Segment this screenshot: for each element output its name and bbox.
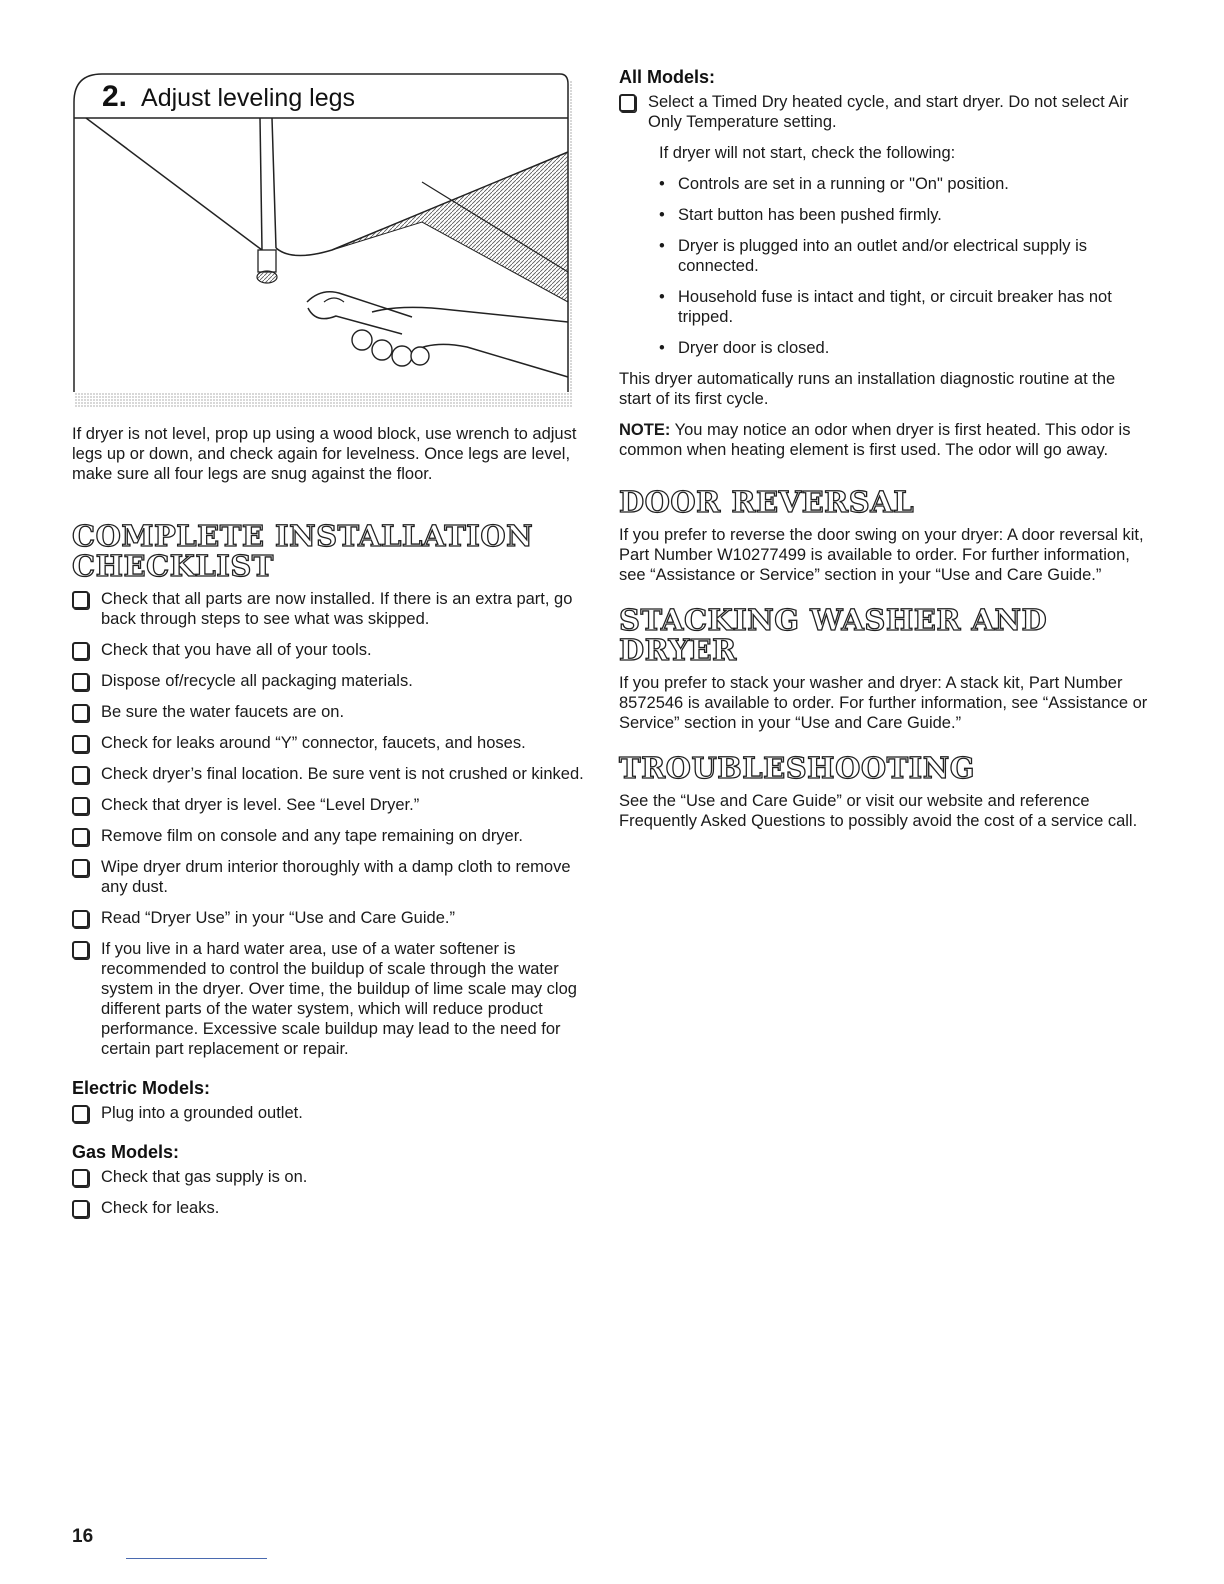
door-reversal-heading: DOOR REVERSAL: [619, 485, 915, 519]
checkbox-icon[interactable]: [72, 910, 89, 928]
checkbox-icon[interactable]: [72, 735, 89, 753]
checkbox-icon[interactable]: [72, 642, 89, 660]
checklist-item[interactable]: Be sure the water faucets are on.: [72, 702, 592, 722]
checklist-heading-line2: CHECKLIST: [72, 549, 274, 583]
checklist-item[interactable]: If you live in a hard water area, use of a water softener is recommended to control the buildup of scale through the water system in the dryer. Over time, the buildup of lime scale may clog different parts of the water system, which will reduce product performance. Excessive scale buildup may lead to the need for certain part replacement or repair.: [72, 939, 592, 1059]
checklist-item[interactable]: Check that gas supply is on.: [72, 1167, 592, 1187]
checklist-item[interactable]: Dispose of/recycle all packaging materials.: [72, 671, 592, 691]
bullet-icon: •: [659, 237, 665, 255]
list-item: • Dryer is plugged into an outlet and/or electrical supply is connected.: [659, 237, 1088, 275]
checkbox-icon[interactable]: [72, 797, 89, 815]
list-item: • Controls are set in a running or "On" position.: [659, 175, 1009, 193]
checkbox-icon[interactable]: [72, 704, 89, 722]
right-column: [619, 66, 1149, 842]
list-item: • Dryer door is closed.: [659, 339, 830, 357]
checklist-item[interactable]: Check that all parts are now installed. If there is an extra part, go back through steps to see what was skipped.: [72, 589, 592, 629]
gas-models-heading: Gas Models:: [72, 1142, 180, 1162]
left-column: [72, 72, 592, 1229]
dryer-leveling-drawing: [72, 72, 572, 414]
checklist-heading-line1: COMPLETE INSTALLATION: [72, 519, 534, 553]
checkbox-icon[interactable]: [72, 1200, 89, 1218]
leveling-legs-illustration: [72, 72, 572, 414]
note-paragraph: [619, 420, 1149, 460]
stacking-text: If you prefer to stack your washer and dryer: A stack kit, Part Number 8572546 is available to order. For further information, see “Assistance or Service” section in your “Use and Care Guide.”: [619, 674, 1148, 732]
troubleshooting-text: See the “Use and Care Guide” or visit our website and reference Frequently Asked Questions to possibly avoid the cost of a service call.: [619, 792, 1138, 830]
footer-divider: [126, 1558, 267, 1559]
troubleshooting-section: [619, 753, 1149, 831]
bullet-icon: •: [659, 288, 665, 306]
bullet-icon: •: [659, 206, 665, 224]
electric-models-heading: Electric Models:: [72, 1078, 211, 1098]
checklist-item[interactable]: Check that you have all of your tools.: [72, 640, 592, 660]
door-reversal-section: [619, 487, 1149, 585]
checkbox-icon[interactable]: [72, 1169, 89, 1187]
bullet-icon: •: [659, 339, 665, 357]
step-number: 2.: [102, 80, 128, 113]
bullet-icon: •: [659, 175, 665, 193]
note-label: NOTE:: [619, 421, 671, 439]
checklist-heading: [72, 521, 592, 581]
step-title: Adjust leveling legs: [141, 84, 356, 112]
checklist-item[interactable]: Check that dryer is level. See “Level Dryer.”: [72, 795, 592, 815]
stacking-section: [619, 605, 1149, 733]
all-models-heading: All Models:: [619, 67, 716, 87]
checkbox-icon[interactable]: [72, 941, 89, 959]
door-reversal-text: If you prefer to reverse the door swing on your dryer: A door reversal kit, Part Number W10277499 is available to order. For further information, see “Assistance or Service” section in your “Use and Care Guide.”: [619, 526, 1144, 584]
checkbox-icon[interactable]: [72, 673, 89, 691]
note-text: You may notice an odor when dryer is first heated. This odor is common when heating element is first used. The odor will go away.: [619, 421, 1131, 459]
checkbox-icon[interactable]: [619, 94, 636, 112]
checklist-item[interactable]: Select a Timed Dry heated cycle, and start dryer. Do not select Air Only Temperature setting.: [619, 92, 1149, 132]
checklist-item[interactable]: Remove film on console and any tape remaining on dryer.: [72, 826, 592, 846]
stacking-heading: STACKING WASHER AND DRYER: [619, 603, 1048, 667]
list-item: • Household fuse is intact and tight, or circuit breaker has not tripped.: [659, 288, 1112, 326]
checkbox-icon[interactable]: [72, 591, 89, 609]
checklist-item[interactable]: Check dryer’s final location. Be sure vent is not crushed or kinked.: [72, 764, 592, 784]
checkbox-icon[interactable]: [72, 1105, 89, 1123]
checklist-item[interactable]: Wipe dryer drum interior thoroughly with a damp cloth to remove any dust.: [72, 857, 592, 897]
figure-title: [102, 82, 355, 113]
checkbox-icon[interactable]: [72, 828, 89, 846]
start-check-intro: If dryer will not start, check the following:: [659, 144, 956, 162]
page-number: 16: [72, 1526, 94, 1547]
troubleshooting-heading: TROUBLESHOOTING: [619, 751, 976, 785]
list-item: • Start button has been pushed firmly.: [659, 206, 942, 224]
diagnostic-paragraph: This dryer automatically runs an installation diagnostic routine at the start of its first cycle.: [619, 370, 1116, 408]
installation-checklist: [72, 521, 592, 1218]
figure-caption: If dryer is not level, prop up using a wood block, use wrench to adjust legs up or down, and check again for levelness. Once legs are level, make sure all four legs are snug against the floor.: [72, 425, 577, 483]
checkbox-icon[interactable]: [72, 766, 89, 784]
checklist-item[interactable]: Check for leaks.: [72, 1198, 592, 1218]
checklist-item[interactable]: Check for leaks around “Y” connector, faucets, and hoses.: [72, 733, 592, 753]
checklist-item[interactable]: Read “Dryer Use” in your “Use and Care Guide.”: [72, 908, 592, 928]
checklist-item[interactable]: Plug into a grounded outlet.: [72, 1103, 592, 1123]
checkbox-icon[interactable]: [72, 859, 89, 877]
